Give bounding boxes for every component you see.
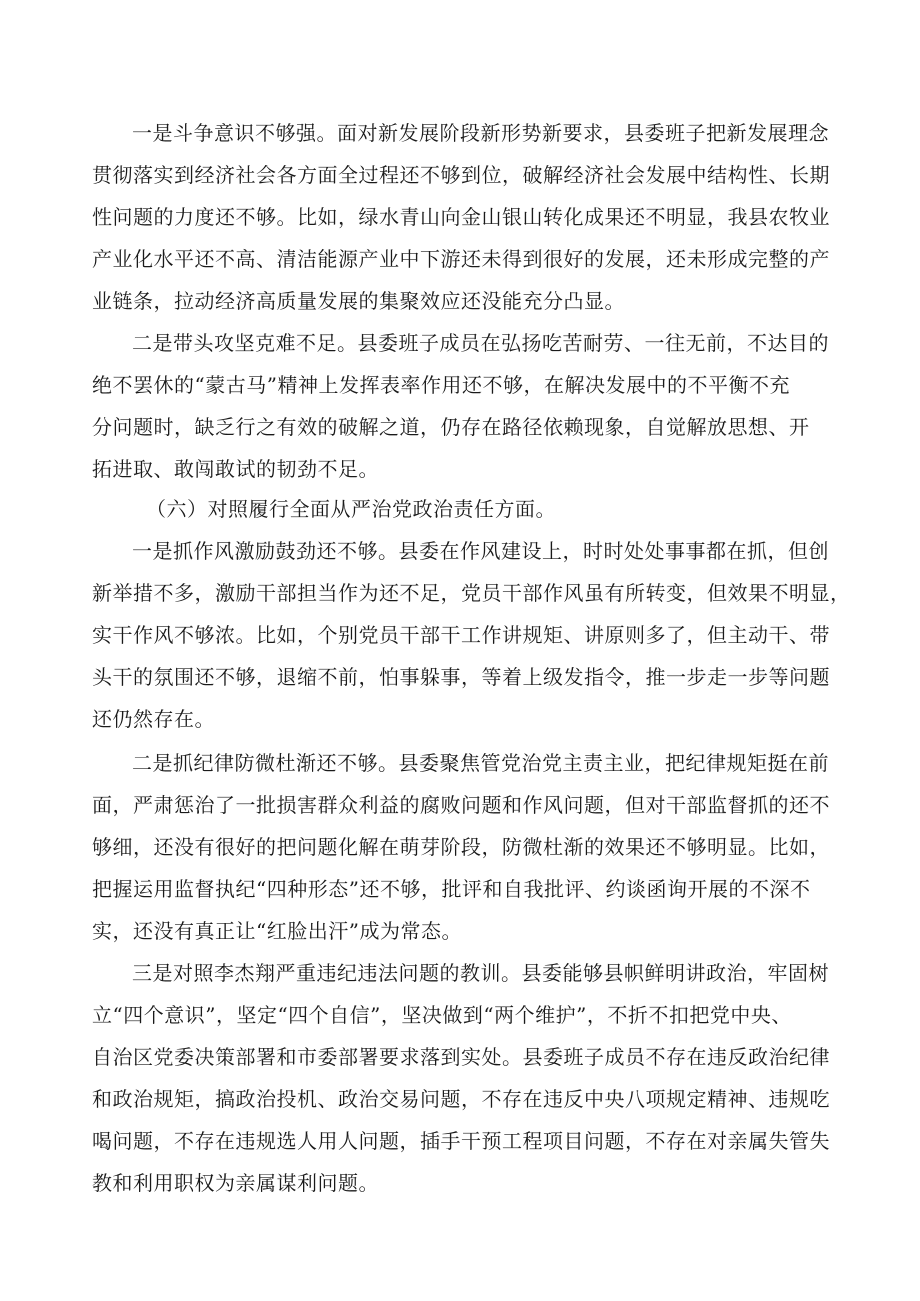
paragraph-line: 二是抓纪律防微杜渐还不够。县委聚焦管党治党主责主业，把纪律规矩挺在前 <box>132 751 829 775</box>
paragraph-line: 喝问题，不存在违规选人用人问题，插手干预工程项目问题，不存在对亲属失管失 <box>92 1129 830 1153</box>
paragraph-line: 头干的氛围还不够，退缩不前，怕事躲事，等着上级发指令，推一步走一步等问题 <box>92 665 830 689</box>
paragraph-line: 二是带头攻坚克难不足。县委班子成员在弘扬吃苦耐劳、一往无前，不达目的 <box>132 331 829 355</box>
paragraph-line: 够细，还没有很好的把问题化解在萌芽阶段，防微杜渐的效果还不够明显。比如， <box>92 835 830 859</box>
paragraph-line: 教和利用职权为亲属谋利问题。 <box>92 1171 379 1195</box>
paragraph-line: 拓进取、敢闯敢试的韧劲不足。 <box>92 457 379 481</box>
paragraph-line: 贯彻落实到经济社会各方面全过程还不够到位，破解经济社会发展中结构性、长期 <box>92 163 830 187</box>
paragraph-line: 分问题时，缺乏行之有效的破解之道，仍存在路径依赖现象，自觉解放思想、开 <box>92 415 810 439</box>
paragraph-line: 性问题的力度还不够。比如，绿水青山向金山银山转化成果还不明显，我县农牧业 <box>92 205 830 229</box>
paragraph-line: 实干作风不够浓。比如，个别党员干部干工作讲规矩、讲原则多了，但主动干、带 <box>92 623 830 647</box>
paragraph-line: 面，严肃惩治了一批损害群众利益的腐败问题和作风问题，但对干部监督抓的还不 <box>92 793 830 817</box>
paragraph-line: 新举措不多，激励干部担当作为还不足，党员干部作风虽有所转变，但效果不明显， <box>92 581 851 605</box>
paragraph-line: 一是斗争意识不够强。面对新发展阶段新形势新要求，县委班子把新发展理念 <box>132 121 829 145</box>
paragraph-line: 实，还没有真正让“红脸出汗”成为常态。 <box>92 919 462 943</box>
paragraph-line: 一是抓作风激励鼓劲还不够。县委在作风建设上，时时处处事事都在抓，但创 <box>132 539 829 563</box>
paragraph-line: 产业化水平还不高、清洁能源产业中下游还未得到很好的发展，还未形成完整的产 <box>92 247 830 271</box>
paragraph-line: 业链条，拉动经济高质量发展的集聚效应还没能充分凸显。 <box>92 289 625 313</box>
paragraph-line: 绝不罢休的“蒙古马”精神上发挥表率作用还不够，在解决发展中的不平衡不充 <box>92 373 790 397</box>
paragraph-line: 还仍然存在。 <box>92 707 215 731</box>
paragraph-line: 三是对照李杰翔严重违纪违法问题的教训。县委能够县帜鲜明讲政治，牢固树 <box>132 961 829 985</box>
paragraph-line: 和政治规矩，搞政治投机、政治交易问题，不存在违反中央八项规定精神、违规吃 <box>92 1087 830 1111</box>
section-heading: （六）对照履行全面从严治党政治责任方面。 <box>146 497 556 521</box>
paragraph-line: 把握运用监督执纪“四种形态”还不够，批评和自我批评、约谈函询开展的不深不 <box>92 877 811 901</box>
paragraph-line: 自治区党委决策部署和市委部署要求落到实处。县委班子成员不存在违反政治纪律 <box>92 1045 830 1069</box>
paragraph-line: 立“四个意识”，坚定“四个自信”，坚决做到“两个维护”，不折不扣把党中央、 <box>92 1003 792 1027</box>
